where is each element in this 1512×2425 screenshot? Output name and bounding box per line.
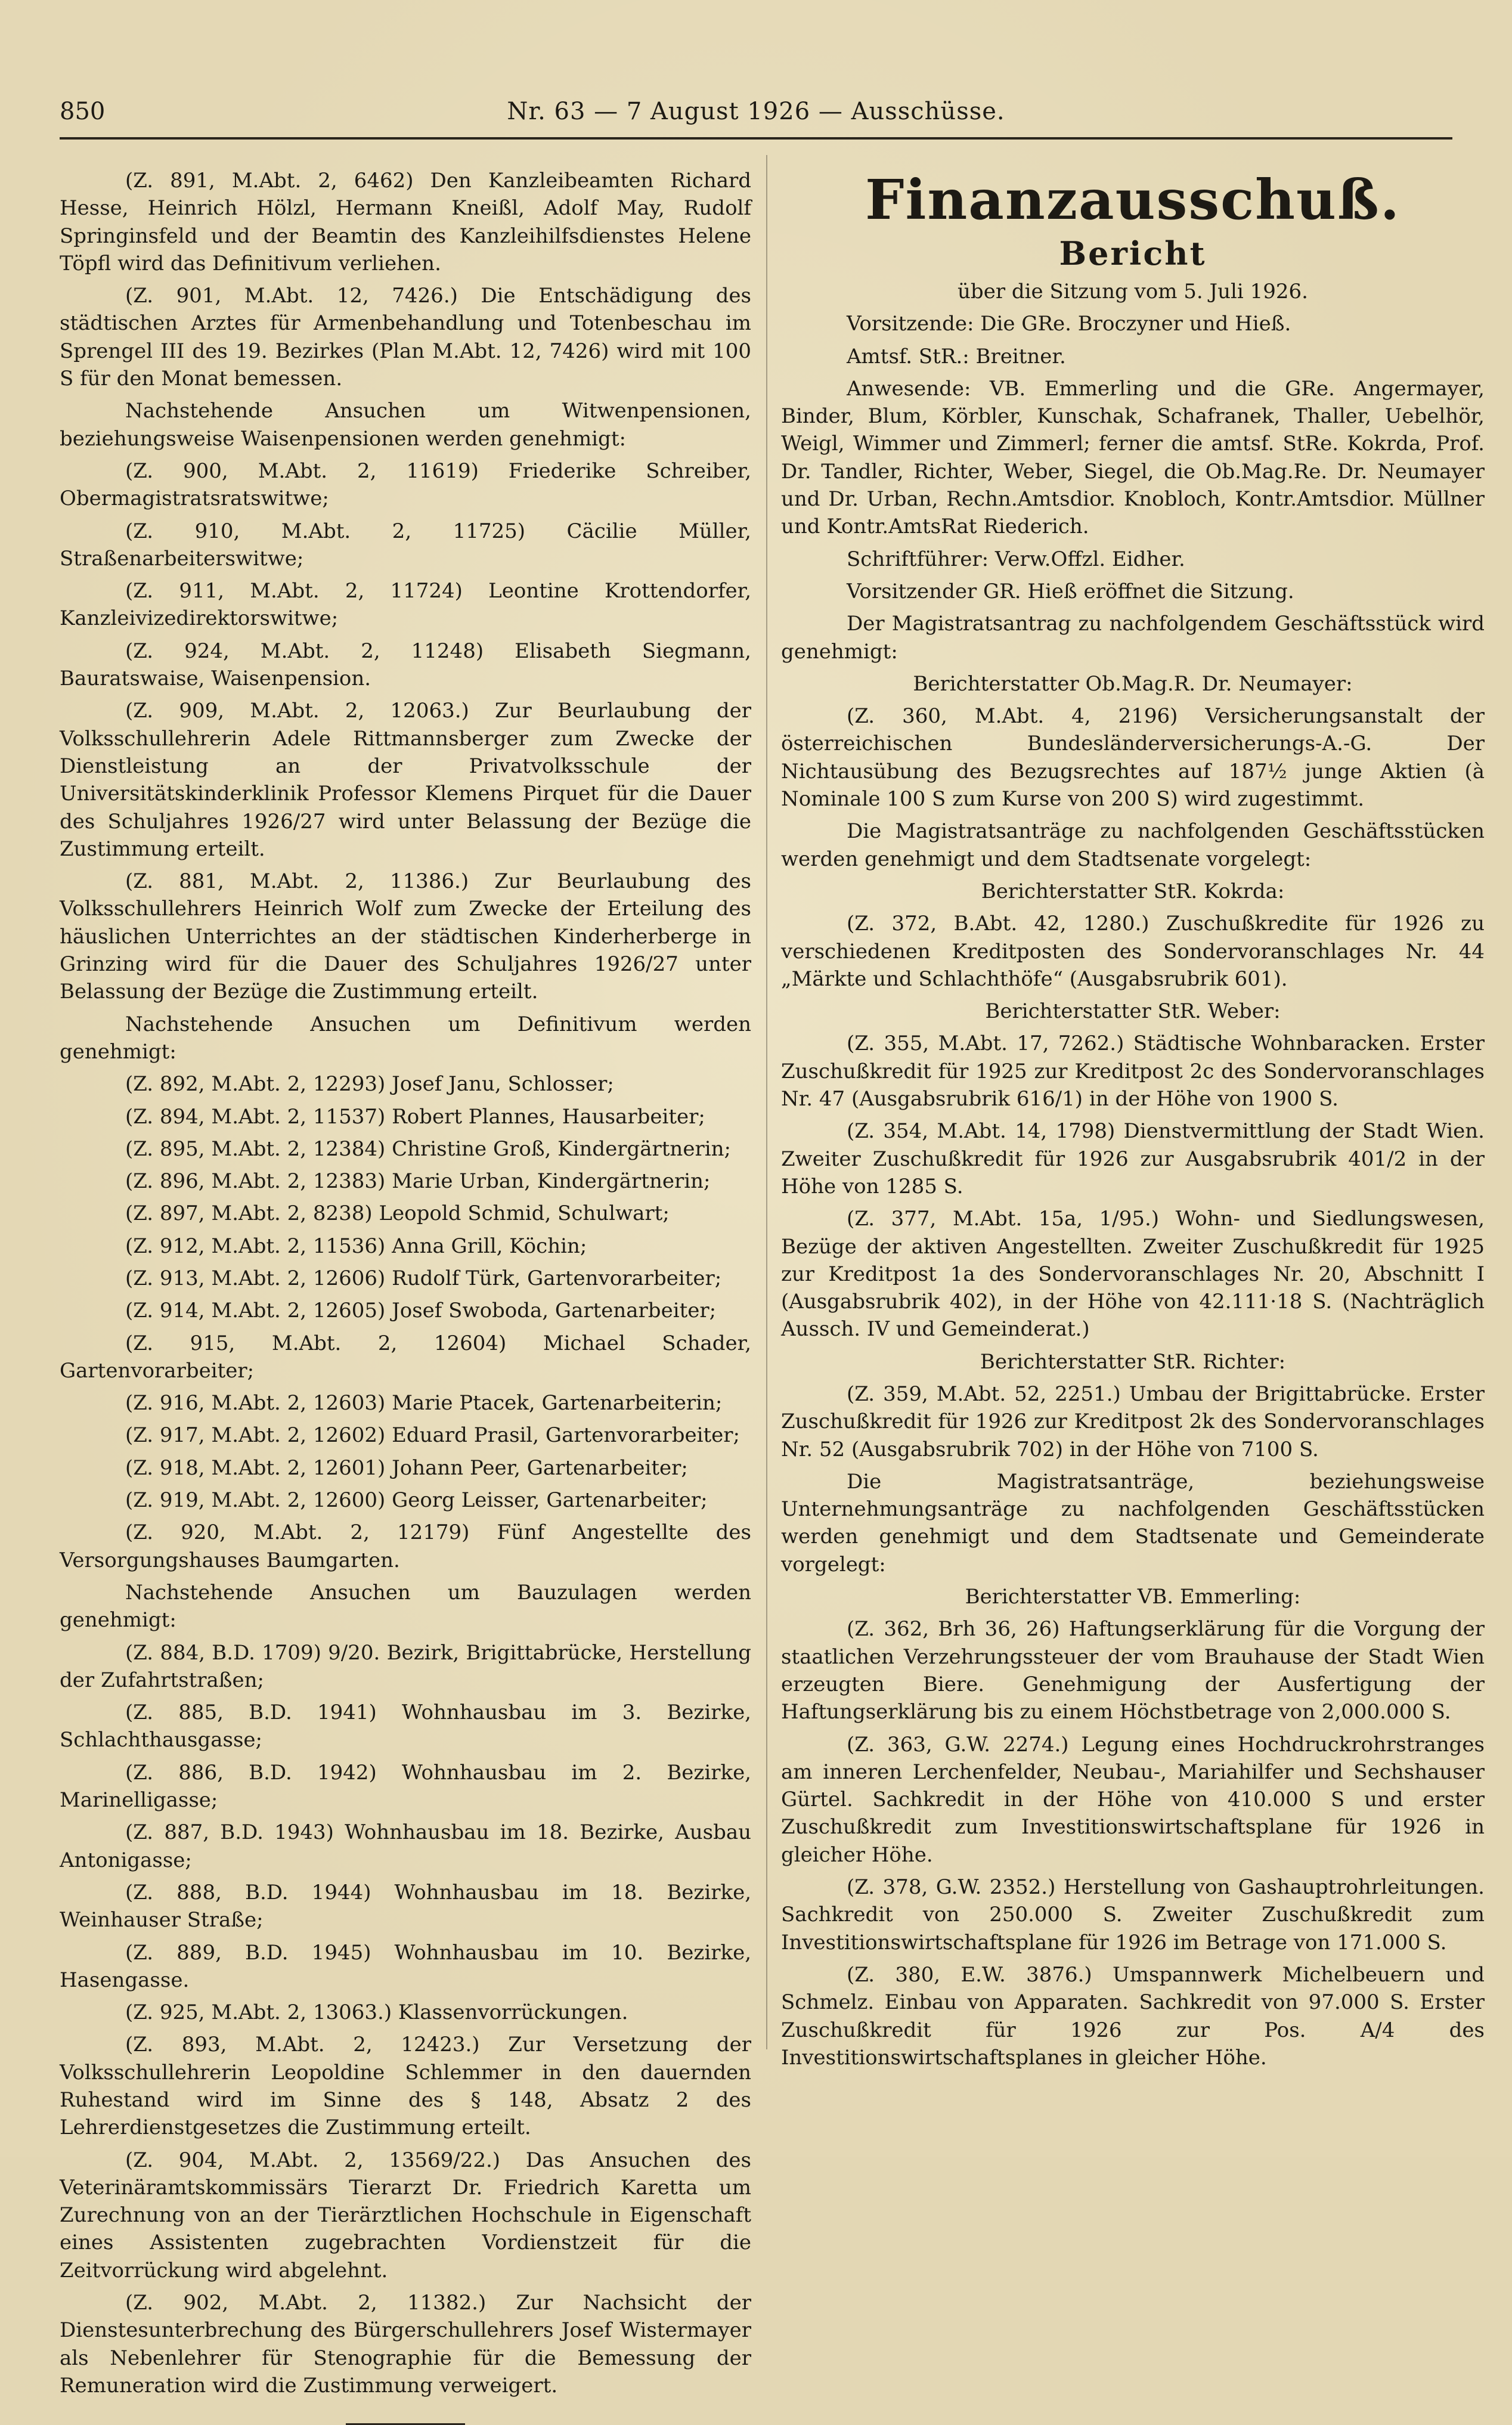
running-head: Nr. 63 — 7 August 1926 — Ausschüsse.	[507, 98, 1005, 125]
list-item: (Z. 915, M.Abt. 2, 12604) Michael Schader, Gartenvorarbeiter;	[60, 1331, 751, 1383]
secretary-line: Schriftführer: Verw.Offzl. Eidher.	[847, 547, 1185, 571]
right-column	[781, 167, 1485, 2076]
paragraph: (Z. 372, B.Abt. 42, 1280.) Zuschußkredite für 1926 zu verschiedenen Kreditposten des Sondervoranschlages Nr. 44 „Märkte und Schlachthöfe“ (Ausgabsrubrik 601).	[781, 912, 1485, 991]
paragraph: Die Magistratsanträge, beziehungsweise Unternehmungsanträge zu nachfolgenden Geschäftsstücken werden genehmigt und dem Stadtsenate und Gemeinderate vorgelegt:	[781, 1469, 1485, 1577]
paragraph: (Z. 378, G.W. 2352.) Herstellung von Gashauptrohrleitungen. Sachkredit von 250.000 S. Zweiter Zuschußkredit zum Investitionswirtschaftsplane für 1926 im Betrage von 171.000 S.	[781, 1875, 1485, 1955]
paragraph: (Z. 925, M.Abt. 2, 13063.) Klassenvorrückungen.	[125, 2000, 628, 2025]
left-column	[60, 167, 751, 2425]
reporter-heading: Berichterstatter StR. Kokrda:	[981, 879, 1285, 903]
reporter-heading: Berichterstatter StR. Weber:	[985, 999, 1281, 1024]
chair-line: Vorsitzende: Die GRe. Broczyner und Hieß.	[847, 312, 1291, 336]
list-item: (Z. 911, M.Abt. 2, 11724) Leontine Krottendorfer, Kanzleivizedirektorswitwe;	[60, 579, 751, 631]
page-number: 850	[60, 98, 106, 125]
paragraph: (Z. 362, Brh 36, 26) Haftungserklärung für die Vorgung der staatlichen Verzehrungssteuer der vom Brauhause der Stadt Wien erzeugten Biere. Genehmigung der Ausfertigung der Haftungserklärung bis zu einem Höchstbetrage von 2,000.000 S.	[781, 1617, 1485, 1724]
list-item: (Z. 886, B.D. 1942) Wohnhausbau im 2. Bezirke, Marinelligasse;	[60, 1760, 751, 1813]
list-item: (Z. 917, M.Abt. 2, 12602) Eduard Prasil, Gartenvorarbeiter;	[125, 1423, 740, 1448]
paragraph: (Z. 909, M.Abt. 2, 12063.) Zur Beurlaubung der Volksschullehrerin Adele Rittmannsberger zum Zwecke der Dienstleistung an der Privatvolksschule der Universitätskinderklinik Professor Klemens Pirquet für die Dauer des Schuljahres 1926/27 wird unter Belassung der Bezüge die Zustimmung erteilt.	[60, 699, 751, 861]
list-item: (Z. 888, B.D. 1944) Wohnhausbau im 18. Bezirke, Weinhauser Straße;	[60, 1880, 751, 1932]
section-title: Finanzausschuß.	[865, 168, 1401, 232]
paragraph: (Z. 893, M.Abt. 2, 12423.) Zur Versetzung der Volksschullehrerin Leopoldine Schlemmer in den dauernden Ruhestand wird im Sinne des § 148, Absatz 2 des Lehrerdienstgesetzes die Zustimmung erteilt.	[60, 2033, 751, 2140]
reporter-heading: Berichterstatter VB. Emmerling:	[965, 1585, 1301, 1609]
official-line: Amtsf. StR.: Breitner.	[847, 344, 1066, 368]
list-item: (Z. 884, B.D. 1709) 9/20. Bezirk, Brigittabrücke, Herstellung der Zufahrtstraßen;	[60, 1640, 751, 1692]
attendees: Anwesende: VB. Emmerling und die GRe. Angermayer, Binder, Blum, Körbler, Kunschak, Schafranek, Thaller, Uebelhör, Weigl, Wimmer und Zimmerl; ferner die amtsf. StRe. Kokrda, Prof. Dr. Tandler, Richter, Weber, Siegel, die Ob.Mag.Re. Dr. Neumayer und Dr. Urban, Rechn.Amtsdior. Knobloch, Kontr.Amtsdior. Müllner und Kontr.AmtsRat Riederich.	[781, 376, 1485, 539]
list-item: (Z. 887, B.D. 1943) Wohnhausbau im 18. Bezirke, Ausbau Antonigasse;	[60, 1820, 751, 1872]
paragraph: (Z. 901, M.Abt. 12, 7426.) Die Entschädigung des städtischen Arztes für Armenbehandlung und Totenbeschau im Sprengel III des 19. Bezirkes (Plan M.Abt. 12, 7426) wird mit 100 S für den Monat bemessen.	[60, 284, 751, 391]
list-item: (Z. 910, M.Abt. 2, 11725) Cäcilie Müller, Straßenarbeiterswitwe;	[60, 519, 751, 571]
list-item: (Z. 914, M.Abt. 2, 12605) Josef Swoboda, Gartenarbeiter;	[125, 1299, 717, 1323]
list-item: (Z. 897, M.Abt. 2, 8238) Leopold Schmid, Schulwart;	[125, 1201, 670, 1226]
paragraph: (Z. 380, E.W. 3876.) Umspannwerk Michelbeuern und Schmelz. Einbau von Apparaten. Sachkredit von 97.000 S. Erster Zuschußkredit für 1926 zur Pos. A/4 des Investitionswirtschaftsplanes in gleicher Höhe.	[781, 1962, 1485, 2070]
paragraph: Nachstehende Ansuchen um Witwenpensionen, beziehungsweise Waisenpensionen werden genehmigt:	[60, 399, 751, 451]
list-item: (Z. 900, M.Abt. 2, 11619) Friederike Schreiber, Obermagistratsratswitwe;	[60, 459, 751, 511]
paragraph: (Z. 355, M.Abt. 17, 7262.) Städtische Wohnbaracken. Erster Zuschußkredit für 1925 zur Kreditpost 2c des Sondervoranschlages Nr. 47 (Ausgabsrubrik 616/1) in der Höhe von 1900 S.	[781, 1032, 1485, 1111]
paragraph: (Z. 881, M.Abt. 2, 11386.) Zur Beurlaubung des Volksschullehrers Heinrich Wolf zum Zwecke der Erteilung des häuslichen Unterrichtes an der städtischen Kinderherberge in Grinzing wird für die Dauer des Schuljahres 1926/27 unter Belassung der Bezüge die Zustimmung erteilt.	[60, 869, 751, 1004]
reporter-heading: Berichterstatter StR. Richter:	[980, 1349, 1286, 1374]
column-divider	[766, 155, 767, 2049]
paragraph: (Z. 354, M.Abt. 14, 1798) Dienstvermittlung der Stadt Wien. Zweiter Zuschußkredit für 1926 zur Ausgabsrubrik 401/2 in der Höhe von 1285 S.	[781, 1119, 1485, 1198]
list-item: (Z. 885, B.D. 1941) Wohnhausbau im 3. Bezirke, Schlachthausgasse;	[60, 1701, 751, 1752]
list-item: (Z. 892, M.Abt. 2, 12293) Josef Janu, Schlosser;	[125, 1072, 614, 1097]
paragraph: (Z. 904, M.Abt. 2, 13569/22.) Das Ansuchen des Veterinäramtskommissärs Tierarzt Dr. Friedrich Karetta um Zurechnung von an der Tierärztlichen Hochschule in Eigenschaft eines Assistenten zugebrachten Vordienstzeit für die Zeitvorrückung wird abgelehnt.	[60, 2148, 751, 2282]
list-item: (Z. 916, M.Abt. 2, 12603) Marie Ptacek, Gartenarbeiterin;	[125, 1391, 723, 1416]
paragraph: (Z. 902, M.Abt. 2, 11382.) Zur Nachsicht der Dienstesunterbrechung des Bürgerschullehrers Josef Wistermayer als Nebenlehrer für Stenographie für die Bemessung der Remuneration wird die Zustimmung verweigert.	[60, 2291, 751, 2398]
list-item: (Z. 918, M.Abt. 2, 12601) Johann Peer, Gartenarbeiter;	[125, 1455, 688, 1480]
paragraph: Die Magistratsanträge zu nachfolgenden Geschäftsstücken werden genehmigt und dem Stadtsenate vorgelegt:	[781, 819, 1485, 871]
list-item: (Z. 924, M.Abt. 2, 11248) Elisabeth Siegmann, Bauratswaise, Waisenpension.	[60, 639, 751, 691]
list-item: (Z. 912, M.Abt. 2, 11536) Anna Grill, Köchin;	[125, 1234, 587, 1258]
page-header	[60, 89, 1452, 140]
paragraph: (Z. 377, M.Abt. 15a, 1/95.) Wohn- und Siedlungswesen, Bezüge der aktiven Angestellten. Zweiter Zuschußkredit für 1925 zur Kreditpost 1a des Sondervoranschlages Nr. 20, Abschnitt I (Ausgabsrubrik 402), in der Höhe von 42.111·18 S. (Nachträglich Aussch. IV und Gemeinderat.)	[781, 1207, 1485, 1342]
paragraph: Nachstehende Ansuchen um Bauzulagen werden genehmigt:	[60, 1580, 751, 1633]
paragraph: (Z. 891, M.Abt. 2, 6462) Den Kanzleibeamten Richard Hesse, Heinrich Hölzl, Hermann Kneißl, Adolf May, Rudolf Springinsfeld und der Beamtin des Kanzleihilfsdienstes Helene Töpfl wird das Definitivum verliehen.	[60, 169, 751, 275]
list-item: (Z. 895, M.Abt. 2, 12384) Christine Groß, Kindergärtnerin;	[125, 1136, 731, 1161]
paragraph: (Z. 359, M.Abt. 52, 2251.) Umbau der Brigittabrücke. Erster Zuschußkredit für 1926 zur Kreditpost 2k des Sondervoranschlages Nr. 52 (Ausgabsrubrik 702) in der Höhe von 7100 S.	[781, 1382, 1485, 1461]
list-item: (Z. 920, M.Abt. 2, 12179) Fünf Angestellte des Versorgungshauses Baumgarten.	[60, 1520, 751, 1572]
reporter-heading: Berichterstatter Ob.Mag.R. Dr. Neumayer:	[913, 671, 1353, 696]
report-subtitle: Bericht	[1059, 234, 1207, 272]
paragraph: (Z. 363, G.W. 2274.) Legung eines Hochdruckrohrstranges am inneren Lerchenfelder, Neubau-, Mariahilfer und Sechshauser Gürtel. Sachkredit in der Höhe von 410.000 S und erster Zuschußkredit zum Investitionswirtschaftsplane für 1926 in gleicher Höhe.	[781, 1732, 1485, 1867]
list-item: (Z. 919, M.Abt. 2, 12600) Georg Leisser, Gartenarbeiter;	[125, 1488, 708, 1513]
list-item: (Z. 889, B.D. 1945) Wohnhausbau im 10. Bezirke, Hasengasse.	[60, 1940, 751, 1992]
meeting-date: über die Sitzung vom 5. Juli 1926.	[958, 280, 1308, 303]
opening-line: Vorsitzender GR. Hieß eröffnet die Sitzung.	[847, 579, 1294, 603]
paragraph: (Z. 360, M.Abt. 4, 2196) Versicherungsanstalt der österreichischen Bundesländerversicherungs-A.-G. Der Nichtausübung des Bezugsrechtes auf 187½ junge Aktien (à Nominale 100 S zum Kurse von 200 S) wird zugestimmt.	[781, 704, 1485, 812]
list-item: (Z. 896, M.Abt. 2, 12383) Marie Urban, Kindergärtnerin;	[125, 1169, 711, 1194]
list-item: (Z. 913, M.Abt. 2, 12606) Rudolf Türk, Gartenvorarbeiter;	[125, 1266, 722, 1290]
paragraph: Der Magistratsantrag zu nachfolgendem Geschäftsstück wird genehmigt:	[781, 612, 1485, 664]
paragraph: Nachstehende Ansuchen um Definitivum werden genehmigt:	[60, 1012, 751, 1064]
list-item: (Z. 894, M.Abt. 2, 11537) Robert Plannes, Hausarbeiter;	[125, 1104, 705, 1129]
